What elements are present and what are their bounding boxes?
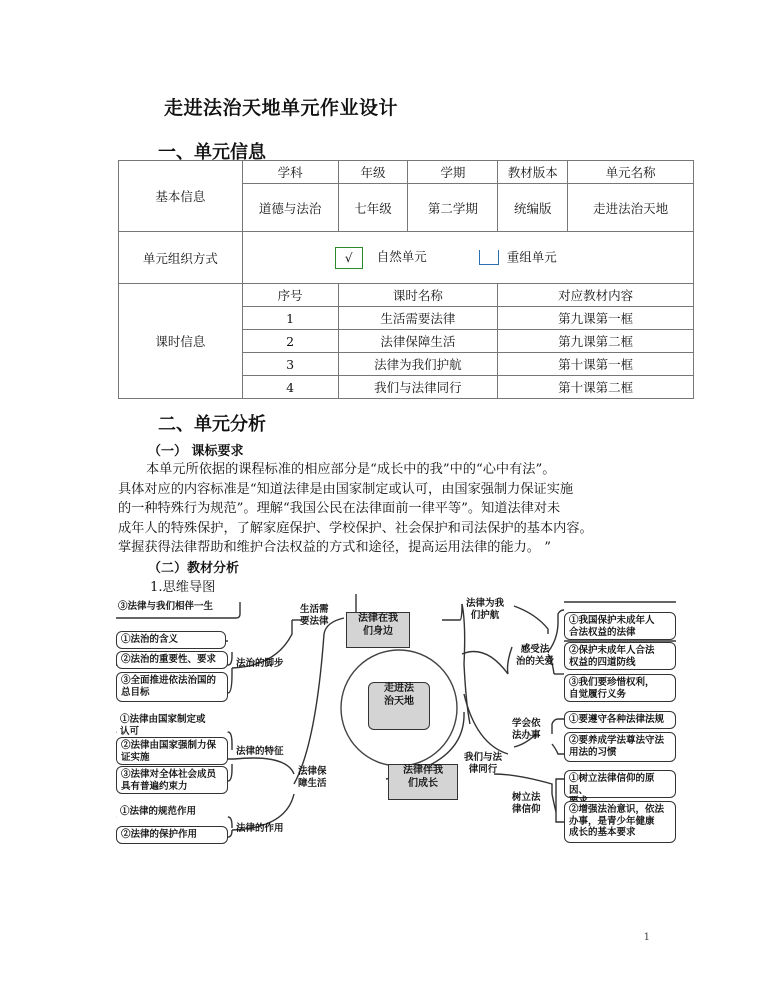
leaf-minor-protection-laws: ①我国保护未成年人 合法权益的法律 (564, 612, 676, 640)
org-options (242, 232, 693, 284)
header-edition: 教材版本 (498, 161, 568, 184)
lesson-header-name: 课时名称 (338, 284, 498, 307)
curriculum-paragraph (118, 460, 698, 558)
lesson-name: 法律保障生活 (338, 330, 498, 353)
document-title: 走进法治天地单元作业设计 (164, 97, 399, 119)
unit-info-table (118, 160, 694, 399)
node-law-functions: 法律的作用 (236, 823, 284, 834)
paragraph-line: 掌握获得法律帮助和维护合法权益的方式和途径，提高运用法律的能力。 ” (118, 540, 551, 555)
lesson-header-index: 序号 (242, 284, 338, 307)
header-term: 学期 (408, 161, 498, 184)
page-number: 1 (643, 932, 650, 943)
leaf-cherish-rights: ③我们要珍惜权利， 自觉履行义务 (564, 674, 676, 702)
node-law-faith: 树立法 律信仰 (512, 792, 541, 815)
lesson-name: 我们与法律同行 (338, 376, 498, 399)
natural-unit-label: 自然单元 (376, 249, 427, 264)
value-subject: 道德与法治 (242, 184, 338, 232)
paragraph-line: 的一种特殊行为规范”。理解“我国公民在法律面前一律平等”。知道法律对未 (118, 501, 561, 516)
value-edition: 统编版 (498, 184, 568, 232)
mindmap-center-node (368, 682, 430, 730)
lesson-index: 3 (242, 353, 338, 376)
subheading-curriculum: （一） 课标要求 (148, 444, 244, 459)
leaf-law-enforced: ②法律由国家强制力保 证实施 (116, 737, 228, 765)
mindmap-branch-top (346, 612, 410, 648)
lesson-info-label: 课时信息 (119, 284, 243, 399)
leaf-faith-reasons: ①树立法律信仰的原因、 (564, 770, 676, 798)
section-heading-unit-info: 一、单元信息 (158, 142, 266, 163)
leaf-law-lifelong: ③法律与我们相伴一生 (118, 601, 214, 612)
leaf-rule-of-law-goal: ③全面推进依法治国的 总目标 (116, 672, 228, 702)
node-we-walk-with-law: 我们与法 律同行 (464, 752, 503, 775)
header-grade: 年级 (338, 161, 408, 184)
node-life-needs-law: 生活需 要法律 (300, 604, 329, 627)
regroup-unit-label: 重组单元 (506, 249, 557, 264)
paragraph-line: 成年人的特殊保护，了解家庭保护、学校保护、社会保护和司法保护的基本内容。 (118, 520, 593, 536)
paragraph-line: 具体对应的内容标准是“知道法律是由国家制定或认可，由国家强制力保证实施 (118, 481, 574, 497)
value-unit-name: 走进法治天地 (568, 184, 694, 232)
lesson-name: 生活需要法律 (338, 307, 498, 330)
lesson-index: 2 (242, 330, 338, 353)
paragraph-line: 本单元所依据的课程标准的相应部分是“成长中的我”中的“心中有法”。 (146, 462, 556, 477)
lesson-content: 第九课第二框 (498, 330, 694, 353)
node-feel-care: 感受法 治的关爱 (516, 644, 555, 667)
branch-top-label: 法律在我 们身边 (358, 613, 398, 637)
leaf-law-normative-role: ①法律的规范作用 (116, 804, 228, 822)
leaf-legal-awareness: ②增强法治意识，依法 办事，是青少年健康 成长的基本要求 (564, 801, 676, 843)
lesson-content: 第九课第一框 (498, 307, 694, 330)
header-subject: 学科 (242, 161, 338, 184)
node-law-protects-us: 法律为我 们护航 (466, 598, 505, 621)
section-heading-unit-analysis: 二、单元分析 (158, 414, 266, 435)
leaf-law-made-by-state: ①法律由国家制定或 认可 (116, 712, 228, 736)
lesson-content: 第十课第二框 (498, 376, 694, 399)
leaf-law-habits: ②要养成学法尊法守法 用法的习惯 (564, 732, 676, 762)
value-term: 第二学期 (408, 184, 498, 232)
node-law-guarantees-life: 法律保 障生活 (298, 766, 327, 789)
leaf-law-binding: ③法律对全体社会成员 具有普遍约束力 (116, 766, 228, 794)
branch-bottom-label: 法律伴我 们成长 (403, 765, 443, 789)
node-act-by-law: 学会依 法办事 (512, 718, 541, 741)
lesson-index: 4 (242, 376, 338, 399)
org-label: 单元组织方式 (119, 232, 243, 284)
leaf-law-protective-role: ②法律的保护作用 (116, 826, 228, 844)
center-label: 走进法 治天地 (384, 683, 414, 707)
value-grade: 七年级 (338, 184, 408, 232)
lesson-index: 1 (242, 307, 338, 330)
node-law-features: 法律的特征 (236, 746, 284, 757)
subheading-textbook: （二）教材分析 (148, 561, 240, 576)
node-rule-of-law-footsteps: 法治的脚步 (236, 658, 284, 669)
mind-map (116, 594, 682, 856)
basic-info-label: 基本信息 (119, 161, 243, 232)
header-unit-name: 单元名称 (568, 161, 694, 184)
mindmap-caption: 1.思维导图 (150, 580, 216, 595)
lesson-header-content: 对应教材内容 (498, 284, 694, 307)
lesson-name: 法律为我们护航 (338, 353, 498, 376)
leaf-rule-of-law-meaning: ①法治的含义 (116, 631, 226, 649)
leaf-four-defense-lines: ②保护未成年人合法 权益的四道防线 (564, 642, 676, 670)
leaf-rule-of-law-importance: ②法治的重要性、要求 (116, 651, 228, 669)
mindmap-branch-bottom (388, 764, 458, 800)
regroup-unit-checkbox[interactable] (479, 250, 499, 265)
leaf-obey-laws: ①要遵守各种法律法规 (564, 711, 676, 729)
natural-unit-checkbox[interactable]: √ (335, 247, 363, 269)
lesson-content: 第十课第一框 (498, 353, 694, 376)
